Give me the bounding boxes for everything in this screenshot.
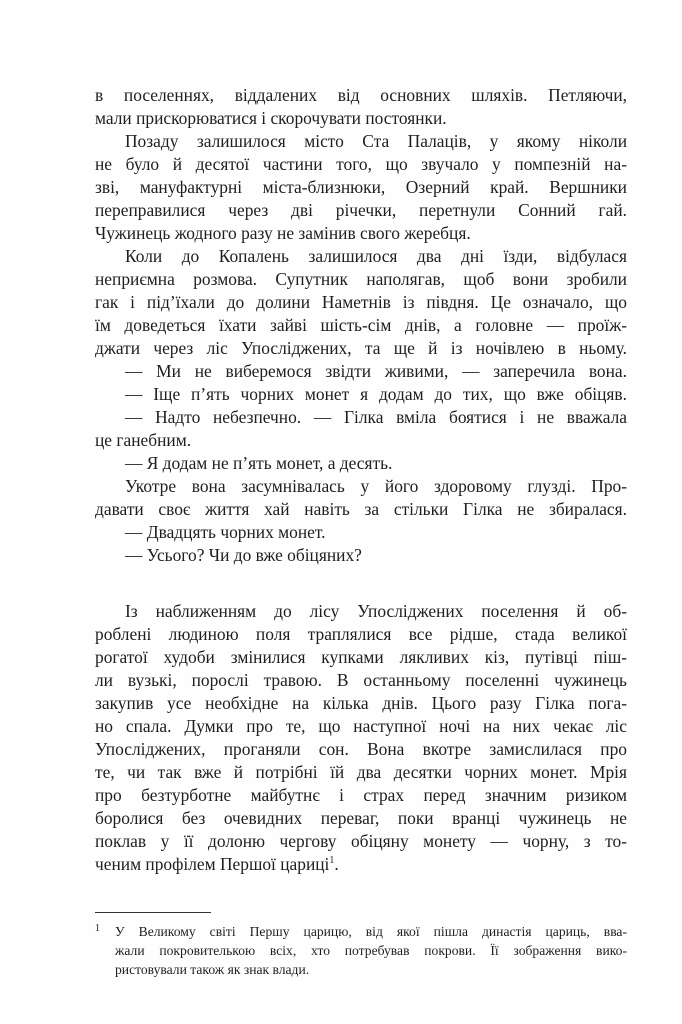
line-content: поклав у її долоню чергову обіцяну монету — чорну, з то-: [95, 831, 627, 851]
section-gap: [95, 567, 627, 600]
text-line: [95, 669, 627, 692]
line-content: закупив усе необхідне на кілька днів. Цього разу Гілка пога-: [95, 693, 627, 713]
line-content: те, чи так вже й потрібні їй два десятки чорних монет. Мрія: [95, 762, 627, 782]
text-block-dialogue: [95, 84, 627, 567]
text-line: [95, 314, 627, 337]
text-line: [95, 130, 627, 153]
line-content: в поселеннях, віддалених від основних шляхів. Петляючи,: [95, 85, 627, 105]
text-line: [95, 784, 627, 807]
line-content: — Двадцять чорних монет.: [125, 522, 326, 542]
line-content: роблені людиною поля траплялися все рідше, стада великої: [95, 624, 627, 644]
text-line: [95, 245, 627, 268]
line-content: — Я додам не п’ять монет, а десять.: [125, 453, 393, 473]
text-line: [95, 268, 627, 291]
text-line: [95, 853, 627, 876]
footnote-line: жали покровителькою всіх, хто потребував покрови. Її зображення вико-: [115, 943, 627, 958]
line-content: — Усього? Чи до вже обіцяних?: [125, 545, 362, 565]
text-line: [95, 176, 627, 199]
text-line: [95, 383, 627, 406]
line-content: — Надто небезпечно. — Гілка вміла боятися і не вважала: [125, 407, 627, 427]
line-content: ченим профілем Першої цариці: [95, 854, 330, 874]
text-block-narrative: [95, 600, 627, 876]
footnote-reference[interactable]: 1: [329, 855, 335, 867]
text-line: [95, 475, 627, 498]
footnote: [95, 922, 627, 979]
text-line: [95, 199, 627, 222]
text-line: [95, 715, 627, 738]
footnote-line: ристовували також як знак влади.: [115, 962, 310, 977]
footnote-rule: [95, 912, 211, 913]
line-content: не було й десятої частини того, що звучало у помпезній на-: [95, 154, 627, 174]
line-content: про безтурботне майбутнє і страх перед значним ризиком: [95, 785, 627, 805]
line-content: мали прискорюватися і скорочувати постоянки.: [95, 108, 447, 128]
line-content: їм доведеться їхати зайві шість-сім днів, а головне — проїж-: [95, 315, 627, 335]
text-line: [95, 623, 627, 646]
text-line: [95, 406, 627, 429]
text-line: [95, 692, 627, 715]
line-content: Коли до Копалень залишилося два дні їзди, відбулася: [125, 246, 627, 266]
line-content: Позаду залишилося місто Ста Палаців, у якому ніколи: [125, 131, 627, 151]
text-line: [95, 153, 627, 176]
line-content: давати своє життя хай навіть за стільки Гілка не збиралася.: [95, 499, 627, 519]
text-line: [95, 291, 627, 314]
line-content: рогатої худоби змінилися купками лякливих кіз, путівці пiш-: [95, 647, 627, 667]
text-line: [95, 452, 627, 475]
page-body: [95, 0, 627, 979]
line-content: неприємна розмова. Супутник наполягав, щоб вони зробили: [95, 269, 627, 289]
text-line: [95, 600, 627, 623]
line-content: зві, мануфактурні міста-близнюки, Озерний край. Вершники: [95, 177, 627, 197]
line-content: — Іще п’ять чорних монет я додам до тих, що вже обіцяв.: [125, 384, 627, 404]
text-line: [95, 544, 627, 567]
text-line: [95, 807, 627, 830]
text-line: [95, 337, 627, 360]
line-content: Упосліджених, проганяли сон. Вона вкотре замислилася про: [95, 739, 627, 759]
line-content: Із наближенням до лісу Упосліджених поселення й об-: [125, 601, 627, 621]
text-line: [95, 107, 627, 130]
text-line: [95, 646, 627, 669]
text-line: [95, 738, 627, 761]
footnote-marker: 1: [95, 923, 100, 934]
line-content: боролися без очевидних переваг, поки вранці чужинець не: [95, 808, 627, 828]
text-line: [95, 521, 627, 544]
line-content: це ганебним.: [95, 430, 192, 450]
line-content: Укотре вона засумнівалась у його здоровому глузді. Про-: [125, 476, 627, 496]
line-content: Чужинець жодного разу не замінив свого жеребця.: [95, 223, 471, 243]
line-content: но спала. Думки про те, що наступної ночі на них чекає ліс: [95, 716, 627, 736]
line-content: гак і під’їхали до долини Наметнів із півдня. Це означало, що: [95, 292, 627, 312]
text-line: [95, 761, 627, 784]
text-line: [95, 360, 627, 383]
text-line: [95, 498, 627, 521]
line-content: переправилися через дві річечки, перетнули Сонний гай.: [95, 200, 627, 220]
footnote-line: У Великому світі Першу царицю, від якої пішла династія цариць, вва-: [115, 924, 627, 939]
text-line: [95, 429, 627, 452]
line-tail: .: [334, 854, 339, 874]
line-content: — Ми не виберемося звідти живими, — заперечила вона.: [125, 361, 627, 381]
text-line: [95, 84, 627, 107]
line-content: джати через ліс Упосліджених, та ще й із ночівлею в ньому.: [95, 338, 627, 358]
text-line: [95, 830, 627, 853]
text-line: [95, 222, 627, 245]
line-content: ли вузькі, порослі травою. В останньому поселенні чужинець: [95, 670, 627, 690]
footnote-body: [115, 922, 627, 979]
